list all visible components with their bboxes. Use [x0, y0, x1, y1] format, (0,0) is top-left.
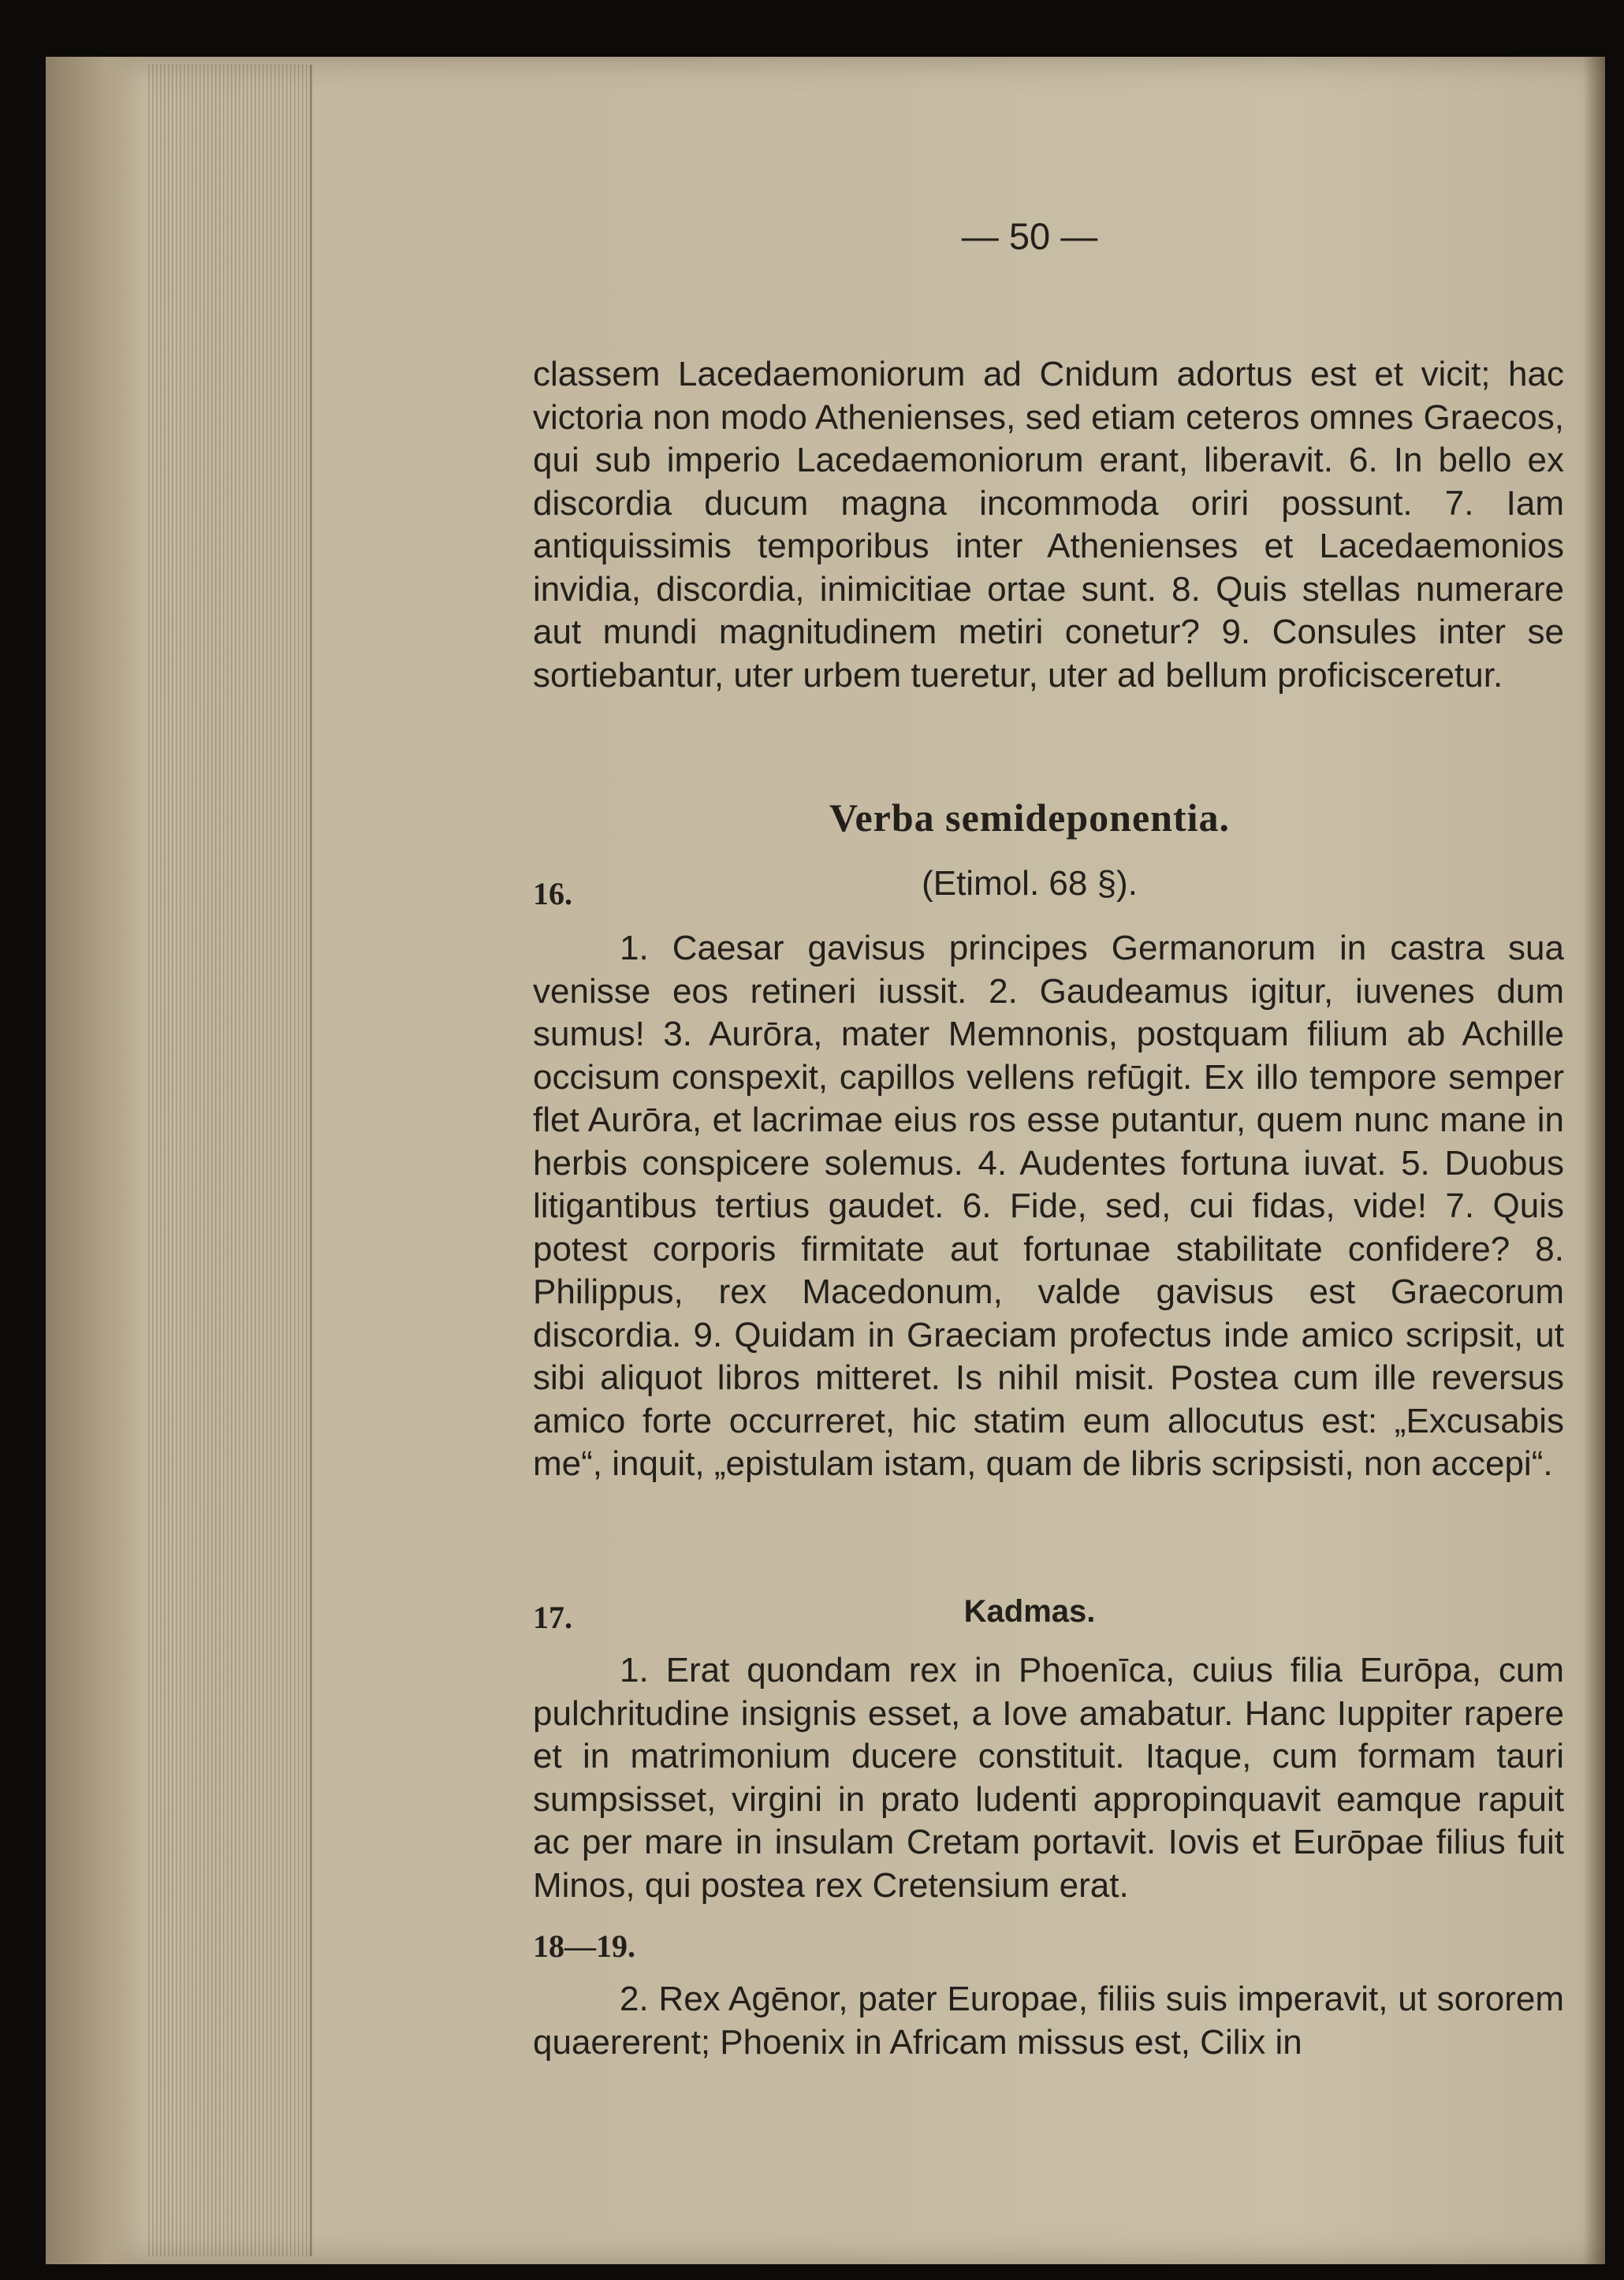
book-page [46, 57, 1605, 2264]
section-17-text: 1. Erat quondam rex in Phoenīca, cuius filia Eurōpa, cum pulchritudine insignis esset, a Iove amabatur. Hanc Iuppiter rapere et in matrimonium ducere constituit. Itaque, cum formam tauri sumpsisset, virgini in prato ludenti appropinquavit eamque rapuit ac per mare in insulam Cretam portavit. Iovis et Eurōpae filius fuit Minos, qui postea rex Cretensium erat. [533, 1651, 1564, 1905]
page-right-edge [1583, 57, 1605, 2264]
spine-shadow [46, 57, 148, 2264]
section-18-19-text: 2. Rex Agēnor, pater Europae, filiis suis imperavit, ut sororem quaererent; Phoenix in Africam missus est, Cilix in [533, 1980, 1564, 2062]
section-number-18-19: 18—19. [533, 1928, 635, 1964]
section-title-verba-semideponentia: Verba semideponentia. [829, 795, 1231, 840]
section-number-16: 16. [533, 876, 572, 911]
section-number-17: 17. [533, 1600, 572, 1635]
section-title-kadmas: Kadmas. [963, 1594, 1096, 1629]
section-16-text: 1. Caesar gavisus principes Germanorum in castra sua venisse eos retineri iussit. 2. Gaudeamus igitur, iuvenes dum sumus! 3. Aurōra, mater Memnonis, postquam filium ab Achille occisum conspexit, capillos vellens refūgit. Ex illo tempore semper flet Aurōra, et lacrimae eius ros esse putantur, quem nunc mane in herbis conspicere solemus. 4. Audentes fortuna iuvat. 5. Duobus litigantibus tertius gaudet. 6. Fide, sed, cui fidas, vide! 7. Quis potest corporis firmitate aut fortunae stabilitate confidere? 8. Philippus, rex Macedonum, valde gavisus est Graecorum discordia. 9. Quidam in Graeciam profectus inde amico scripsit, ut sibi aliquot libros mitteret. Is nihil misit. Postea cum ille reversus amico forte occurreret, hic statim eum allocutus est: „Excusabis me“, inquit, „epistulam istam, quam de libris scripsisti, non accepi“. [533, 929, 1564, 1483]
page-edges [148, 65, 312, 2256]
paragraph-intro: classem Lacedaemoniorum ad Cnidum adortus est et vicit; hac victoria non modo Athenienses, sed etiam ceteros omnes Graecos, qui sub imperio Lacedaemoniorum erant, liberavit. 6. In bello ex discordia ducum magna incommoda oriri possunt. 7. Iam antiquissimis temporibus inter Athenienses et Lacedaemonios invidia, discordia, inimicitiae ortae sunt. 8. Quis stellas numerare aut mundi magnitudinem metiri conetur? 9. Consules inter se sortiebantur, uter urbem tueretur, uter ad bellum proficisceretur. [533, 355, 1564, 695]
page-number: — 50 — [961, 215, 1098, 257]
section-subtitle-etimol: (Etimol. 68 §). [922, 864, 1138, 903]
